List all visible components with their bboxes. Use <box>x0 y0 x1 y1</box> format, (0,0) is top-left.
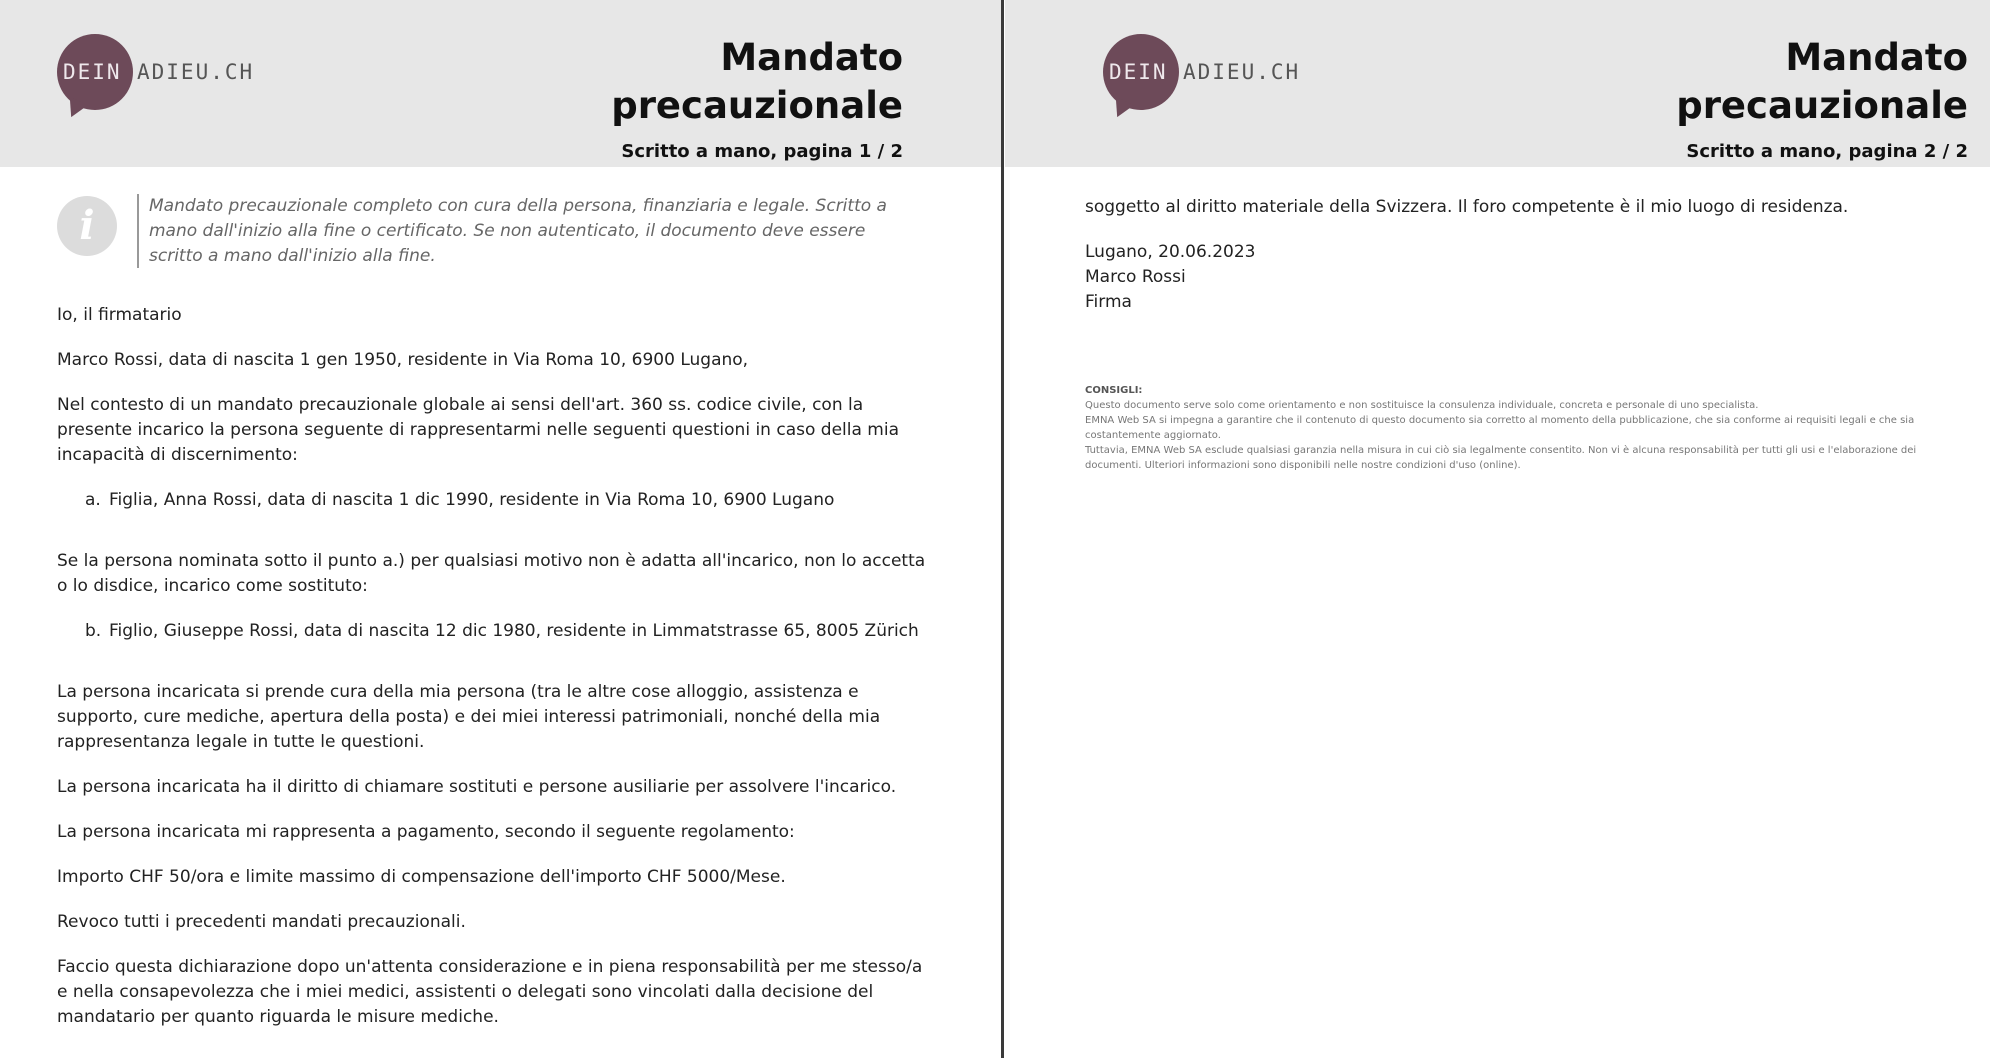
paragraph-substitute: Se la persona nominata sotto il punto a.) per qualsiasi motivo non è adatta all'incarico, non lo accetta o lo disdice, incarico come sostituto: <box>57 551 926 596</box>
title-line-2: precauzionale <box>1676 84 1968 127</box>
paragraph-context: Nel contesto di un mandato precauzionale globale ai sensi dell'art. 360 ss. codice civile, con la presente incarico la persona seguente di rappresentarmi nelle seguenti questioni in caso della mia incapacità di discernimento: <box>57 395 899 465</box>
page-subtitle: Scritto a mano, pagina 2 / 2 <box>1686 141 1968 162</box>
paragraph-law: soggetto al diritto materiale della Svizzera. Il foro competente è il mio luogo di residenza. <box>1085 197 1849 217</box>
logo-text-dein: DEIN <box>63 60 122 84</box>
list-item-a <box>85 488 927 513</box>
paragraph-person: Marco Rossi, data di nascita 1 gen 1950, residente in Via Roma 10, 6900 Lugano, <box>57 350 749 370</box>
title-line-2: precauzionale <box>611 84 903 127</box>
info-box <box>57 194 902 268</box>
list-item-b <box>85 619 927 644</box>
info-text: Mandato precauzionale completo con cura della persona, finanziaria e legale. Scritto a mano dall'inizio alla fine o certificato. Se non autenticato, il documento deve essere scritto a mano dall'inizio alla fine. <box>149 196 887 266</box>
list-marker: a. <box>85 490 101 510</box>
info-divider <box>137 194 139 268</box>
advice-title: CONSIGLI: <box>1085 385 1143 396</box>
page-header <box>0 0 1001 167</box>
page-title <box>1548 34 1968 130</box>
list-marker: b. <box>85 621 102 641</box>
place-date: Lugano, 20.06.2023 <box>1085 242 1256 262</box>
info-icon: i <box>57 196 117 256</box>
document-body <box>57 303 927 1050</box>
document-page-2 <box>1005 0 1990 1058</box>
page-divider <box>1001 0 1004 1058</box>
list-item-text: Figlia, Anna Rossi, data di nascita 1 dic 1990, residente in Via Roma 10, 6900 Lugano <box>109 490 835 510</box>
document-body <box>1085 195 1965 315</box>
paragraph-intro: Io, il firmatario <box>57 305 182 325</box>
paragraph-revoke: Revoco tutti i precedenti mandati precauzionali. <box>57 912 466 932</box>
page-subtitle: Scritto a mano, pagina 1 / 2 <box>621 141 903 162</box>
advice-line: Questo documento serve solo come orientamento e non sostituisce la consulenza individuale, concreta e personale di uno specialista. <box>1085 400 1759 411</box>
advice-line: Tuttavia, EMNA Web SA esclude qualsiasi garanzia nella misura in cui ciò sia legalmente consentito. Non vi è alcuna responsabilità per tutti gli usi e l'elaborazione dei documenti. Ulteriori informazioni sono disponibili nelle nostre condizioni d'uso (online). <box>1085 445 1917 471</box>
paragraph-declaration: Faccio questa dichiarazione dopo un'attenta considerazione e in piena responsabilità per me stesso/a e nella consapevolezza che i miei medici, assistenti o delegati sono vincolati dalla decisione del mandatario per quanto riguarda le misure mediche. <box>57 957 923 1027</box>
page-title <box>483 34 903 130</box>
title-line-1: Mandato <box>1785 36 1968 79</box>
signature-label: Firma <box>1085 292 1132 312</box>
logo-text-adieu: ADIEU.CH <box>1183 60 1301 84</box>
title-line-1: Mandato <box>720 36 903 79</box>
paragraph-amount: Importo CHF 50/ora e limite massimo di compensazione dell'importo CHF 5000/Mese. <box>57 867 786 887</box>
advice-section <box>1085 383 1960 473</box>
list-item-text: Figlio, Giuseppe Rossi, data di nascita 12 dic 1980, residente in Limmatstrasse 65, 8005 Zürich <box>109 621 919 641</box>
logo-text-adieu: ADIEU.CH <box>137 60 255 84</box>
advice-line: EMNA Web SA si impegna a garantire che il contenuto di questo documento sia corretto al momento della pubblicazione, che sia conforme ai requisiti legali e che sia costantemente aggiornato. <box>1085 415 1915 441</box>
signer-name: Marco Rossi <box>1085 267 1186 287</box>
logo-text-dein: DEIN <box>1109 60 1168 84</box>
paragraph-payment: La persona incaricata mi rappresenta a pagamento, secondo il seguente regolamento: <box>57 822 795 842</box>
paragraph-rights: La persona incaricata ha il diritto di chiamare sostituti e persone ausiliarie per assolvere l'incarico. <box>57 777 897 797</box>
paragraph-care: La persona incaricata si prende cura della mia persona (tra le altre cose alloggio, assistenza e supporto, cure mediche, apertura della posta) e dei miei interessi patrimoniali, nonché della mia rappresentanza legale in tutte le questioni. <box>57 682 881 752</box>
page-header <box>1005 0 1990 167</box>
